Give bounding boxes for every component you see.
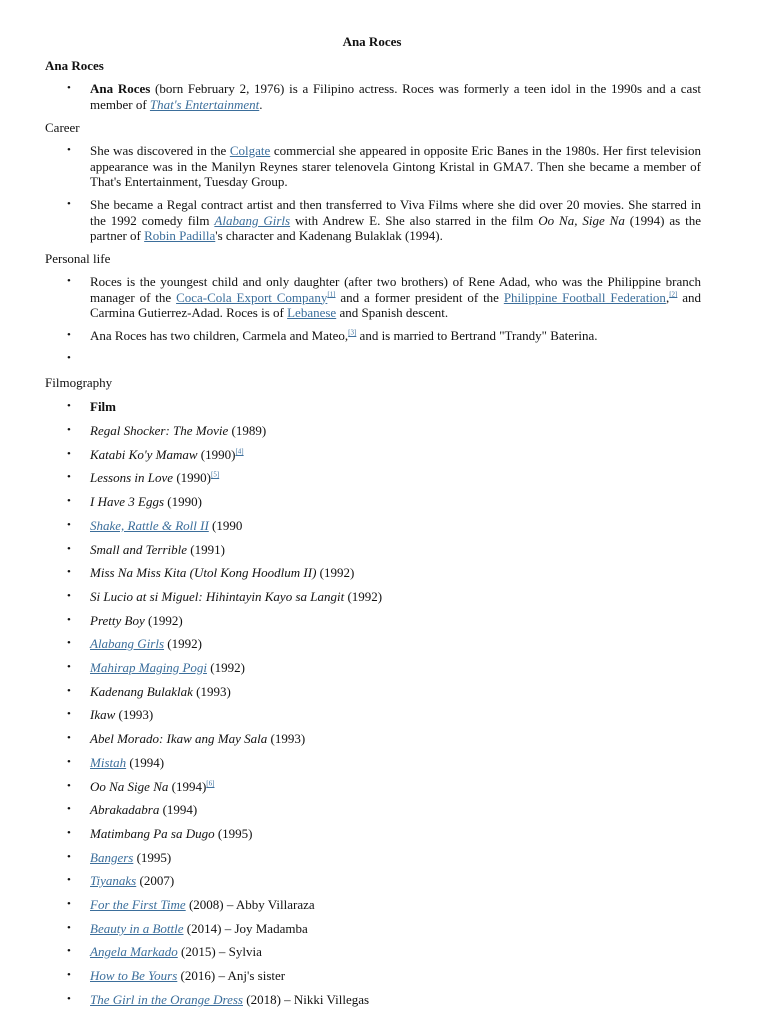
- text-span: (1994) as the partner of: [90, 212, 701, 243]
- film-title-link[interactable]: The Girl in the Orange Dress: [90, 992, 243, 1007]
- bullet: •: [67, 661, 71, 673]
- film-year: (1995): [214, 826, 253, 841]
- text-span: ,: [665, 289, 670, 305]
- bullet: •: [67, 993, 71, 1005]
- intro-paragraph: [90, 81, 701, 112]
- film-year: (1992): [344, 589, 383, 604]
- film-item: [90, 944, 262, 960]
- film-year: (1989): [228, 423, 267, 438]
- film-item: [90, 447, 244, 463]
- film-title-link[interactable]: How to Be Yours: [90, 968, 178, 983]
- coca-cola-link[interactable]: Coca-Cola Export Company: [176, 289, 328, 305]
- film-year: (2008): [185, 897, 224, 912]
- personal-paragraph-2: [90, 328, 701, 344]
- text-span: Ana Roces has two children, Carmela and Mateo,: [90, 328, 349, 343]
- film-item: [90, 684, 231, 700]
- citation-link[interactable]: [5]: [210, 470, 220, 479]
- film-item: [90, 565, 354, 581]
- bullet: •: [67, 732, 71, 744]
- text-span: and Spanish descent.: [336, 305, 449, 320]
- text-span: Roces is the youngest child and only daughter (after two brothers) of Rene Adad, who was the Philippine branch manager of the: [90, 274, 701, 305]
- subject-name: Ana Roces: [90, 81, 151, 96]
- career-paragraph-2: [90, 197, 701, 244]
- bullet: •: [67, 400, 71, 412]
- career-heading: Career: [45, 120, 80, 135]
- philippine-football-federation-link[interactable]: Philippine Football Federation: [503, 289, 666, 305]
- film-year: (2014): [183, 921, 222, 936]
- film-title: Ikaw: [90, 707, 116, 722]
- film-year: (1990): [197, 447, 236, 462]
- lebanese-link[interactable]: Lebanese: [287, 305, 337, 320]
- bullet: •: [67, 329, 71, 341]
- film-item: [90, 589, 382, 605]
- bullet: •: [67, 708, 71, 720]
- bullet: •: [67, 543, 71, 555]
- bullet: •: [67, 898, 71, 910]
- text-span: 's character and Kadenang Bulaklak (1994).: [215, 228, 443, 243]
- film-item: [90, 470, 219, 486]
- text-span: and Carmina Gutierrez-Adad. Roces is of: [90, 289, 701, 320]
- film-year: (1993): [267, 731, 306, 746]
- bullet: •: [67, 424, 71, 436]
- bullet: •: [67, 827, 71, 839]
- intro-text: (born February 2, 1976) is a Filipino actress. Roces was formerly a teen idol in the 1990s and a cast member of: [90, 81, 701, 112]
- film-year: (1994): [126, 755, 165, 770]
- bullet: •: [67, 471, 71, 483]
- bullet: •: [67, 851, 71, 863]
- film-item: [90, 660, 245, 676]
- film-title-link[interactable]: Angela Markado: [90, 944, 178, 959]
- bullet: •: [67, 922, 71, 934]
- film-year: (2007): [136, 873, 175, 888]
- film-title-link[interactable]: Bangers: [90, 850, 134, 865]
- film-role: – Anj's sister: [215, 968, 286, 983]
- personal-life-heading: Personal life: [45, 251, 111, 266]
- film-role: – Sylvia: [215, 944, 262, 959]
- citation-link[interactable]: [3]: [348, 328, 357, 337]
- citation-link[interactable]: [1]: [327, 290, 336, 299]
- film-item: [90, 850, 171, 866]
- film-title: Oo Na Sige Na: [90, 779, 169, 794]
- bullet: •: [67, 756, 71, 768]
- film-item: [90, 542, 225, 558]
- film-title: Si Lucio at si Miguel: Hihintayin Kayo sa Langit: [90, 589, 345, 604]
- film-title-link[interactable]: For the First Time: [90, 897, 186, 912]
- bullet: •: [67, 685, 71, 697]
- bullet: •: [67, 82, 71, 94]
- bullet: •: [67, 614, 71, 626]
- film-item: [90, 423, 266, 439]
- film-role: – Abby Villaraza: [223, 897, 315, 912]
- bullet: •: [67, 945, 71, 957]
- bullet: •: [67, 275, 71, 287]
- film-item: [90, 518, 242, 534]
- film-year: (1992): [207, 660, 245, 675]
- citation-link[interactable]: [2]: [669, 290, 678, 299]
- film-title: I Have 3 Eggs: [90, 494, 165, 509]
- film-year: (2015): [177, 944, 216, 959]
- bullet: •: [67, 566, 71, 578]
- film-title: Pretty Boy: [90, 613, 145, 628]
- film-title: Abel Morado: Ikaw ang May Sala: [90, 731, 268, 746]
- film-item: [90, 968, 285, 984]
- film-year: (1994): [159, 802, 198, 817]
- citation-link[interactable]: [4]: [235, 447, 244, 456]
- film-year: (1993): [192, 684, 231, 699]
- bullet: •: [67, 448, 71, 460]
- bullet: •: [67, 874, 71, 886]
- film-item: [90, 707, 153, 723]
- film-year: (1990): [164, 494, 202, 509]
- text-span: with Andrew E. She also starred in the film: [290, 212, 539, 228]
- film-year: (2018): [243, 992, 281, 1007]
- film-year: (2016): [177, 968, 216, 983]
- film-title-link[interactable]: Mahirap Maging Pogi: [90, 660, 207, 675]
- film-item: [90, 755, 164, 771]
- film-role: – Joy Madamba: [221, 921, 308, 936]
- film-title-link[interactable]: Mistah: [90, 755, 127, 770]
- film-year: (1990): [173, 470, 211, 485]
- bullet: •: [67, 198, 71, 210]
- film-title: Matimbang Pa sa Dugo: [90, 826, 215, 841]
- document-title: Ana Roces: [342, 34, 402, 49]
- bullet: •: [67, 780, 71, 792]
- film-item: [90, 826, 253, 842]
- film-year: (1992): [316, 565, 355, 580]
- film-year: (1994): [168, 779, 207, 794]
- bullet: •: [67, 144, 71, 156]
- film-year: (1990: [208, 518, 243, 533]
- film-year: (1995): [133, 850, 172, 865]
- text-span: She was discovered in the: [90, 143, 230, 158]
- film-title: Kadenang Bulaklak: [90, 684, 193, 699]
- text-span: and is married to Bertrand "Trandy" Baterina.: [356, 328, 598, 343]
- section-title: Ana Roces: [45, 58, 104, 73]
- bullet: •: [67, 969, 71, 981]
- text-span: commercial she appeared in opposite Eric Banes in the 1980s. Her first television appearance was in the Manilyn Reynes starer telenovela Gintong Kristal in GMA7. Then she became a member of That's Entertainment, Tuesday Group.: [90, 143, 701, 189]
- film-item: [90, 494, 202, 510]
- film-title-link[interactable]: Shake, Rattle & Roll II: [90, 518, 209, 533]
- bullet: •: [67, 495, 71, 507]
- empty-bullet: •: [67, 352, 71, 364]
- film-title-link[interactable]: Tiyanaks: [90, 873, 137, 888]
- film-item: [90, 992, 369, 1008]
- film-title-link[interactable]: Beauty in a Bottle: [90, 921, 184, 936]
- film-item: [90, 636, 202, 652]
- film-item: [90, 613, 183, 629]
- text-span: and a former president of the: [335, 289, 504, 305]
- film-title: Katabi Ko'y Mamaw: [90, 447, 198, 462]
- film-title: Regal Shocker: The Movie: [90, 423, 229, 438]
- citation-link[interactable]: [6]: [206, 779, 215, 788]
- film-title: Lessons in Love: [90, 470, 174, 485]
- text-span: She became a Regal contract artist and then transferred to Viva Films where she did over 20 movies. She starred in the 1992 comedy film: [90, 197, 701, 228]
- filmography-heading: Filmography: [45, 375, 113, 390]
- film-year: (1992): [144, 613, 183, 628]
- alabang-girls-link[interactable]: Alabang Girls: [214, 212, 291, 228]
- thats-entertainment-link[interactable]: That's Entertainment: [149, 96, 260, 112]
- bullet: •: [67, 590, 71, 602]
- film-item: [90, 921, 308, 937]
- robin-padilla-link[interactable]: Robin Padilla: [144, 228, 216, 243]
- intro-end: .: [259, 96, 263, 112]
- film-title: Abrakadabra: [90, 802, 160, 817]
- film-item: [90, 731, 305, 747]
- film-title: Oo Na, Sige Na: [538, 212, 625, 228]
- film-subheading: Film: [90, 399, 116, 414]
- bullet: •: [67, 803, 71, 815]
- colgate-link[interactable]: Colgate: [229, 143, 271, 158]
- personal-paragraph-1: [90, 274, 701, 321]
- film-year: (1993): [115, 707, 154, 722]
- bullet: •: [67, 519, 71, 531]
- film-item: [90, 802, 197, 818]
- film-year: (1992): [164, 636, 202, 651]
- career-paragraph-1: [90, 143, 701, 190]
- film-year: (1991): [187, 542, 225, 557]
- film-item: [90, 873, 174, 889]
- film-item: [90, 897, 315, 913]
- bullet: •: [67, 637, 71, 649]
- film-role: – Nikki Villegas: [280, 992, 370, 1007]
- film-title: Miss Na Miss Kita (Utol Kong Hoodlum II): [90, 565, 317, 580]
- film-item: [90, 779, 214, 795]
- film-title: Small and Terrible: [90, 542, 188, 557]
- film-title-link[interactable]: Alabang Girls: [90, 636, 165, 651]
